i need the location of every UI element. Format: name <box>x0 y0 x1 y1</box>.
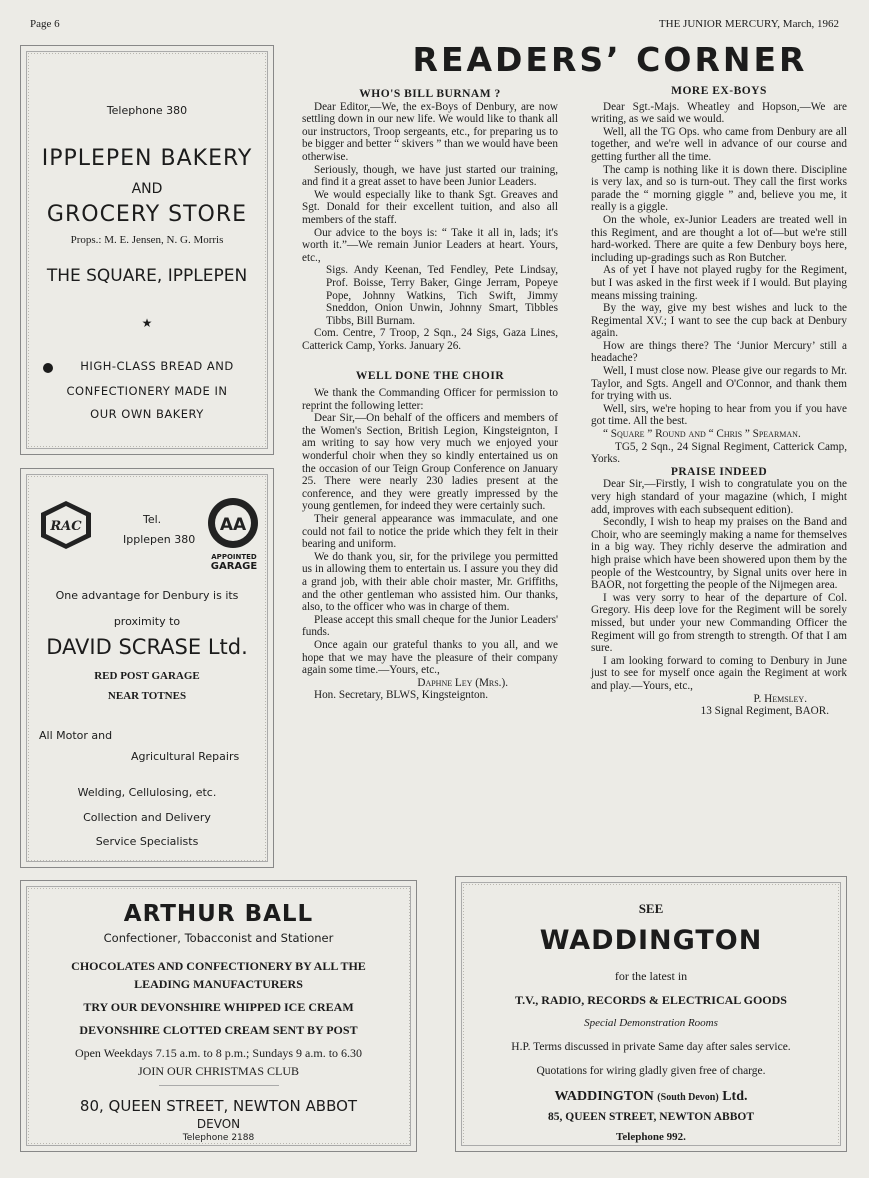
garage-sub-2: NEAR TOTNES <box>107 690 187 702</box>
ball-line-1: CHOCOLATES AND CONFECTIONERY BY ALL THE <box>71 959 366 973</box>
waddington-quotes: Quotations for wiring gladly given free of charge. <box>536 1065 766 1077</box>
waddington-company-ltd: Ltd. <box>722 1089 748 1104</box>
rac-badge-icon <box>37 499 95 551</box>
letter-signature: “ Square ” Round and “ Chris ” Spearman. <box>603 428 801 441</box>
waddington-phone: Telephone 992. <box>616 1131 686 1143</box>
letter-paragraph: We would especially like to thank Sgt. Greaves and Sgt. Donald for their excellent tuition, and also all members of the staff. <box>302 188 558 226</box>
garage-service-3: Service Specialists <box>95 835 199 848</box>
letter-address: 13 Signal Regiment, BAOR. <box>700 705 829 718</box>
waddington-rooms: Special Demonstration Rooms <box>584 1017 718 1029</box>
page-number: Page 6 <box>30 18 60 30</box>
letter-address: Hon. Secretary, BLWS, Kingsteignton. <box>314 689 488 702</box>
letter-paragraph: On the whole, ex-Junior Leaders are treated well in this Regiment, and are thought a lot of—but we're still hard-worked. There are quite a few Denbury boys here, including up-gradings such as Ron Butcher. <box>591 213 847 264</box>
letter-paragraph: Their general appearance was immaculate, and one could not fail to notice the pride which they felt in their bearing and uniform. <box>302 513 558 551</box>
letter-paragraph: I am looking forward to coming to Denbury in June just to see for myself once again the Regiment at work and play.—Yours, etc., <box>591 654 847 692</box>
letters-column-right <box>591 85 847 718</box>
appointed-label: APPOINTED <box>211 553 257 561</box>
masthead: THE JUNIOR MERCURY, March, 1962 <box>658 18 839 30</box>
letter-signature: P. Hemsley. <box>753 692 807 705</box>
rac-text: RAC <box>50 519 82 534</box>
waddington-terms: H.P. Terms discussed in private Same day after sales service. <box>511 1041 791 1053</box>
waddington-see: SEE <box>638 901 664 916</box>
aa-text: AA <box>219 515 247 535</box>
garage-company-name: DAVID SCRASE Ltd. <box>46 635 248 659</box>
letter-signatures: Sigs. Andy Keenan, Ted Fendley, Pete Lindsay, Prof. Boisse, Terry Baker, Ginge Jerram, Popeye Pope, Johnny Watkins, Tich Swift, Jimmy Sneddon, Onion Unwin, Johnny Smart, Tibbles Tibbs, Bill Burnam. <box>326 264 558 327</box>
garage-repairs-2: Agricultural Repairs <box>131 750 240 763</box>
ball-line-2: LEADING MANUFACTURERS <box>134 977 303 991</box>
letter-paragraph: Dear Sir,—Firstly, I wish to congratulate you on the very high standard of your magazine (which, I might add, improves with each subsequent edition). <box>591 478 847 516</box>
letter-paragraph: I was very sorry to hear of the departure of Col. Gregory. His deep love for the Regiment will be sorely missed, but under your new Commanding Officer the Regiment will go from strength to strength. Of that I am sure. <box>591 591 847 655</box>
ad-david-scrase <box>20 468 274 868</box>
garage-label: GARAGE <box>210 561 258 572</box>
ball-address: 80, QUEEN STREET, NEWTON ABBOT <box>79 1097 358 1115</box>
garage-advantage-2: proximity to <box>113 615 181 628</box>
letter-paragraph: How are things there? The ‘Junior Mercury’ still a headache? <box>591 339 847 365</box>
bakery-line-3: OUR OWN BAKERY <box>90 407 204 421</box>
letter-paragraph: Well, all the TG Ops. who came from Denbury are all together, and we're well in advance of our course and getting further all the time. <box>591 125 847 163</box>
letter-paragraph: By the way, give my best wishes and luck to the Regimental XV.; I want to see the cup back at Denbury again. <box>591 302 847 340</box>
waddington-name: WADDINGTON <box>539 925 763 956</box>
garage-repairs-1: All Motor and <box>39 729 113 742</box>
garage-service-1: Welding, Cellulosing, etc. <box>77 786 217 799</box>
letter-address: Com. Centre, 7 Troop, 2 Sqn., 24 Sigs, Gaza Lines, Catterick Camp, Yorks. January 26. <box>302 327 558 352</box>
letter-paragraph: Please accept this small cheque for the Junior Leaders' funds. <box>302 613 558 639</box>
letter-paragraph: Once again our grateful thanks to you all, and we hope that we may have the pleasure of their company again some time.—Yours, etc., <box>302 638 558 677</box>
ad-waddington <box>455 876 847 1152</box>
letter-paragraph: Dear Sgt.-Majs. Wheatley and Hopson,—We are writing, as we said we would. <box>591 100 847 126</box>
bakery-address: THE SQUARE, IPPLEPEN <box>46 266 248 286</box>
letter-paragraph: As of yet I have not played rugby for the Regiment, but I was asked in the first week if I would. But playing means missing training. <box>591 264 847 302</box>
ad-ipplepen-bakery <box>20 45 274 455</box>
garage-tel-number: Ipplepen 380 <box>123 533 196 546</box>
letter-signature: Daphne Ley (Mrs.). <box>417 676 508 689</box>
ball-phone: Telephone 2188 <box>182 1133 255 1143</box>
letters-column-middle <box>302 88 558 702</box>
ball-line-5: Open Weekdays 7.15 a.m. to 8 p.m.; Sundays 9 a.m. to 6.30 <box>74 1046 363 1060</box>
letter-paragraph: Well, sirs, we're hoping to hear from you if you have got time. All the best. <box>591 402 847 428</box>
bakery-and: AND <box>131 181 163 197</box>
waddington-company <box>464 1089 838 1105</box>
letter-paragraph: Seriously, though, we have just started our training, and find it a great asset to have been Junior Leaders. <box>302 163 558 189</box>
letter-heading-bill-burnam: WHO'S BILL BURNAM ? <box>359 88 501 100</box>
aa-badge-icon <box>206 495 260 551</box>
ad-arthur-ball <box>20 880 417 1152</box>
letter-paragraph: We thank the Commanding Officer for permission to reprint the following letter: <box>302 387 558 412</box>
ball-trade: Confectioner, Tobacconist and Stationer <box>103 931 334 945</box>
letter-address: TG5, 2 Sqn., 24 Signal Regiment, Catterick Camp, Yorks. <box>591 440 847 466</box>
divider <box>159 1085 279 1086</box>
ball-line-6: JOIN OUR CHRISTMAS CLUB <box>137 1064 300 1078</box>
page-title: READERS’ CORNER <box>412 40 808 79</box>
garage-advantage-1: One advantage for Denbury is its <box>55 589 239 602</box>
waddington-company-name: WADDINGTON <box>554 1089 654 1104</box>
ball-county: DEVON <box>196 1117 241 1131</box>
letter-paragraph: Well, I must close now. Please give our regards to Mr. Taylor, and Sgts. Angell and O'Connor, and thank them for trying with us. <box>591 365 847 403</box>
bakery-props: Props.: M. E. Jensen, N. G. Morris <box>70 234 224 246</box>
grocery-name: GROCERY STORE <box>46 202 248 227</box>
letter-paragraph: Secondly, I wish to heap my praises on the Band and Choir, who are seemingly making a name for themselves in a big way. They richly deserve the admiration and high praise which have been showered upon them by the people of the Westcountry, by Signal units over here in BAOR, not forgetting the people of the Nijmegen area. <box>591 516 847 592</box>
garage-service-2: Collection and Delivery <box>83 811 211 824</box>
waddington-address: 85, QUEEN STREET, NEWTON ABBOT <box>548 1111 754 1123</box>
ball-line-3: TRY OUR DEVONSHIRE WHIPPED ICE CREAM <box>83 1000 354 1014</box>
ball-line-4: DEVONSHIRE CLOTTED CREAM SENT BY POST <box>79 1023 358 1037</box>
garage-tel-label: Tel. <box>143 513 162 526</box>
letter-paragraph: Dear Sir,—On behalf of the officers and members of the Women's Section, British Legion, Kingsteignton, I am writing to say how very much we enjoyed your wonderful choir when they so kindly entertained us on the occasion of our Teign Group Conference on January 25. There were nearly 230 ladies present at the conference, and they were greatly impressed by the young gentlemen, for indeed they were certainly such. <box>302 412 558 513</box>
letter-paragraph: Our advice to the boys is: “ Take it all in, lads; it's worth it.”—We remain Junior Leaders at heart. Yours, etc., <box>302 226 558 264</box>
bakery-name: IPPLEPEN BAKERY <box>41 146 253 171</box>
letter-paragraph: Dear Editor,—We, the ex-Boys of Denbury, are now settling down in our new life. We would like to thank all our instructors, Troop sergeants, etc., for preparing us to be bigger and better “ skivers ” than we would have been otherwise. <box>302 100 558 163</box>
letter-heading-choir: WELL DONE THE CHOIR <box>355 370 505 383</box>
bakery-line-2: CONFECTIONERY MADE IN <box>66 384 228 398</box>
waddington-goods: T.V., RADIO, RECORDS & ELECTRICAL GOODS <box>515 993 787 1007</box>
star-icon: ★ <box>141 316 153 330</box>
bakery-telephone: Telephone 380 <box>106 104 188 117</box>
bakery-line-1: HIGH-CLASS BREAD AND <box>80 359 234 373</box>
waddington-latest: for the latest in <box>614 969 688 983</box>
letter-heading-more-ex-boys: MORE EX-BOYS <box>671 85 767 97</box>
ball-name: ARTHUR BALL <box>123 901 314 927</box>
letter-paragraph: We do thank you, sir, for the privilege you permitted us in allowing them to entertain us. I assure you they did a grand job, with their able choir master, Mr. Griffiths, and the other gentleman who assisted him. Our thanks, also, to the officer who was in charge of them. <box>302 550 558 614</box>
waddington-company-sub: (South Devon) <box>657 1092 719 1103</box>
garage-sub-1: RED POST GARAGE <box>94 670 200 682</box>
letter-paragraph: The camp is nothing like it is down there. Discipline is very lax, and so is turn-out. They call the first works parade the “ morning giggle ” and, believe you me, it really is a giggle. <box>591 163 847 214</box>
letter-heading-praise-indeed: PRAISE INDEED <box>670 465 768 478</box>
